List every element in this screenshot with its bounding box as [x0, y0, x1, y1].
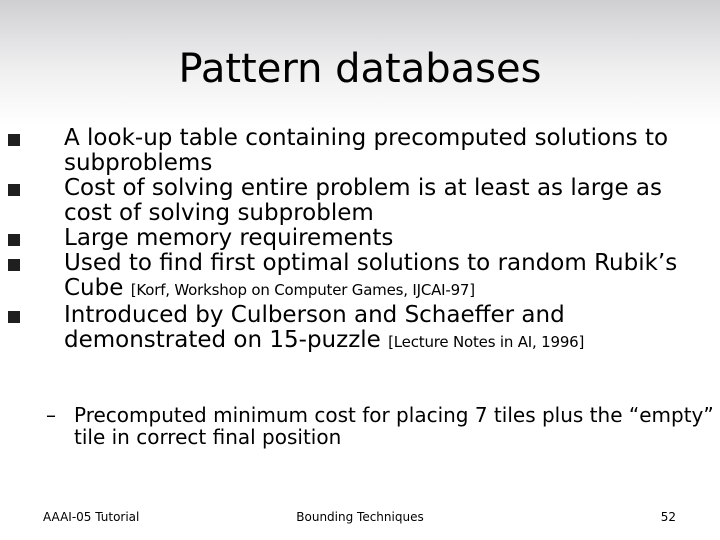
- bullet-item: [64, 126, 704, 176]
- bullet-text: A look-up table containing precomputed solutions to subproblems: [64, 125, 669, 176]
- bullet-text: Introduced by Culberson and Schaeffer and demonstrated on 15-puzzle: [64, 302, 565, 353]
- bullet-text: Large memory requirements: [64, 225, 394, 251]
- square-bullet-icon: [8, 259, 20, 271]
- square-bullet-icon: [8, 134, 20, 146]
- bullet-text: Cost of solving entire problem is at least as large as cost of solving subproblem: [64, 175, 662, 226]
- dash-marker: –: [46, 403, 56, 427]
- square-bullet-icon: [8, 184, 20, 196]
- sub-bullet: [46, 403, 714, 449]
- slide-title: Pattern databases: [178, 46, 542, 92]
- bullet-item: [64, 176, 704, 226]
- bullet-list: [64, 126, 704, 355]
- citation: [Korf, Workshop on Computer Games, IJCAI-97]: [130, 281, 475, 299]
- square-bullet-icon: [8, 234, 20, 246]
- footer-center: Bounding Techniques: [296, 510, 424, 524]
- bullet-text: Used to find first optimal solutions to random Rubik’s Cube: [64, 250, 678, 301]
- square-bullet-icon: [8, 311, 20, 323]
- footer-left: AAAI-05 Tutorial: [43, 510, 140, 524]
- citation: [Lecture Notes in AI, 1996]: [388, 333, 585, 351]
- bullet-item: [64, 226, 704, 251]
- page-number: 52: [660, 510, 676, 524]
- bullet-item: [64, 303, 704, 355]
- bullet-item: [64, 251, 704, 303]
- sub-bullet-text: Precomputed minimum cost for placing 7 tiles plus the “empty” tile in correct final position: [74, 403, 714, 449]
